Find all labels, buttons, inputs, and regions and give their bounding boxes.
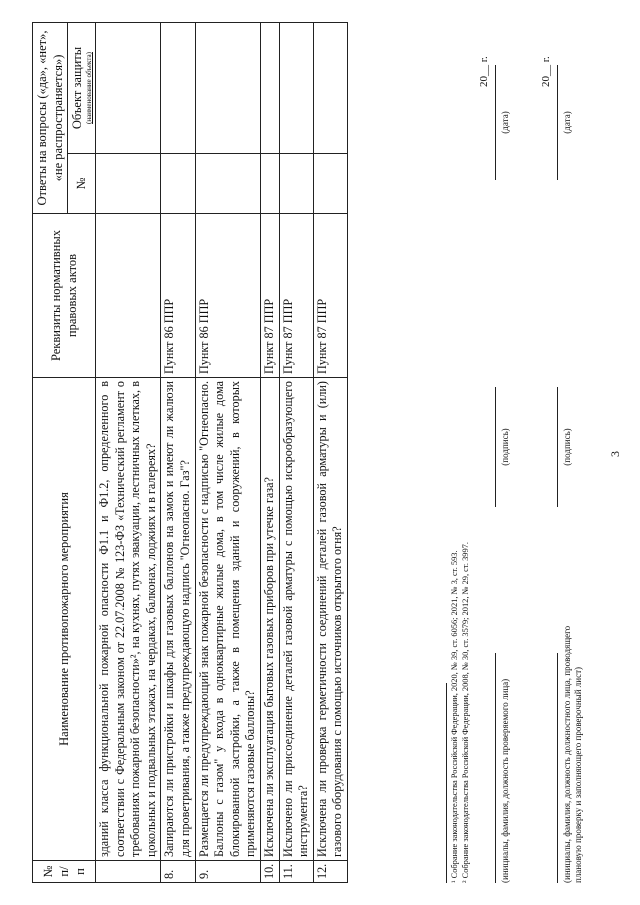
row-answer-cell[interactable] bbox=[313, 22, 347, 153]
row-answer-cell[interactable] bbox=[195, 22, 260, 153]
row-answer-cell[interactable] bbox=[95, 22, 160, 153]
inspected-person-caption: (инициалы, фамилия, должность проверяемого лица) bbox=[500, 678, 510, 883]
row-legal-act: Пункт 87 ППР bbox=[261, 214, 280, 378]
inspected-date-line[interactable] bbox=[495, 65, 496, 180]
inspected-signature-line[interactable] bbox=[495, 387, 496, 507]
row-answer-cell[interactable] bbox=[195, 154, 260, 214]
inspected-year: 20__ г. bbox=[478, 56, 490, 87]
table-row bbox=[95, 22, 160, 882]
row-num: 9. bbox=[195, 861, 260, 883]
inspector-signature-caption: (подпись) bbox=[562, 428, 572, 466]
row-measure-text: Исключена ли проверка герметичности соединений деталей газовой арматуры и (или) газового оборудования с помощью источников открытого огня? bbox=[313, 378, 347, 861]
header-legal-acts: Реквизиты нормативных правовых актов bbox=[33, 214, 96, 378]
inspector-date-line[interactable] bbox=[557, 65, 558, 180]
row-num bbox=[95, 861, 160, 883]
inspected-date-caption: (дата) bbox=[500, 111, 510, 134]
row-answer-cell[interactable] bbox=[279, 22, 313, 153]
inspector-date-caption: (дата) bbox=[562, 111, 572, 134]
inspector-caption: (инициалы, фамилия, должность должностного лица, проводящего плановую проверку и заполняющего проверочный лист) bbox=[562, 625, 584, 883]
header-object-note: (наименование объекта) bbox=[85, 52, 93, 124]
header-measure-name: Наименование противопожарного мероприятия bbox=[33, 378, 96, 861]
row-legal-act: Пункт 87 ППР bbox=[313, 214, 347, 378]
row-answer-cell[interactable] bbox=[261, 22, 280, 153]
row-legal-act: Пункт 86 ППР bbox=[161, 214, 195, 378]
row-answer-cell[interactable] bbox=[161, 154, 195, 214]
inspector-year: 20__ г. bbox=[540, 56, 552, 87]
footnote-divider bbox=[446, 683, 447, 883]
row-num: 10. bbox=[261, 861, 280, 883]
footnote-1: ¹ Собрание законодательства Российской Федерации, 2020, № 39, ст. 6056; 2021, № 3, ст. 593. bbox=[450, 550, 459, 883]
table-header-row bbox=[33, 22, 68, 882]
inspector-line[interactable] bbox=[557, 653, 558, 883]
footnote-2: ² Собрание законодательства Российской Федерации, 2008, № 30, ст. 3579; 2012, № 29, ст. 3997. bbox=[461, 542, 470, 883]
row-measure-text: Исключено ли присоединение деталей газовой арматуры с помощью искрообразующего инструмента? bbox=[279, 378, 313, 861]
table-row bbox=[279, 22, 313, 882]
header-object-num: № bbox=[68, 154, 96, 214]
row-num: 12. bbox=[313, 861, 347, 883]
row-measure-text: Запираются ли пристройки и шкафы для газовых баллонов на замок и имеют ли жалюзи для проветривания, а также предупреждающую надпись "Огнеопасно. Газ"? bbox=[161, 378, 195, 861]
table-row bbox=[261, 22, 280, 882]
row-measure-text: Исключена ли эксплуатация бытовых газовых приборов при утечке газа? bbox=[261, 378, 280, 861]
row-answer-cell[interactable] bbox=[279, 154, 313, 214]
row-num: 11. bbox=[279, 861, 313, 883]
row-answer-cell[interactable] bbox=[313, 154, 347, 214]
table-row bbox=[161, 22, 195, 882]
row-legal-act bbox=[95, 214, 160, 378]
row-legal-act: Пункт 87 ППР bbox=[279, 214, 313, 378]
row-num: 8. bbox=[161, 861, 195, 883]
page-number: 3 bbox=[608, 451, 622, 457]
header-answers: Ответы на вопросы («да», «нет», «не распространяется») bbox=[33, 22, 68, 213]
table-row bbox=[195, 22, 260, 882]
table-row bbox=[313, 22, 347, 882]
inspector-signature-line[interactable] bbox=[557, 387, 558, 507]
inspected-signature-caption: (подпись) bbox=[500, 428, 510, 466]
row-measure-text: зданий класса функциональной пожарной опасности Ф1.1 и Ф1.2, определенного в соответствии с Федеральным законом от 22.07.2008 № 123-ФЗ «Технический регламент о требованиях пожарной безопасности»², на кухнях, путях эвакуации, лестничных клетках, в цокольных и подвальных этажах, на чердаках, балконах, лоджиях и в галереях? bbox=[95, 378, 160, 861]
header-object-label: Объект защиты bbox=[70, 46, 84, 130]
row-measure-text: Размещается ли предупреждающий знак пожарной безопасности с надписью "Огнеопасно. Баллоны с газом" у входа в одноквартирные жилые дома, в том числе жилые дома блокированной застройки, а также в помещения зданий и сооружений, в которых применяются газовые баллоны? bbox=[195, 378, 260, 861]
checklist-table bbox=[32, 22, 348, 883]
row-answer-cell[interactable] bbox=[161, 22, 195, 153]
row-legal-act: Пункт 86 ППР bbox=[195, 214, 260, 378]
header-object bbox=[68, 22, 96, 153]
row-answer-cell[interactable] bbox=[261, 154, 280, 214]
inspected-person-line[interactable] bbox=[495, 653, 496, 883]
header-num: № п/п bbox=[33, 861, 96, 883]
row-answer-cell[interactable] bbox=[95, 154, 160, 214]
